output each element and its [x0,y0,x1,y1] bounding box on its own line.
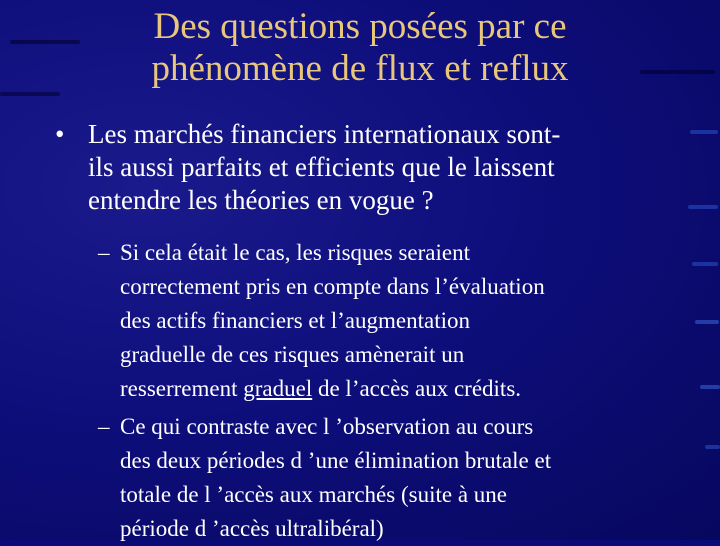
sub-bullet-marker: – [98,240,110,265]
sub-bullet-2 [98,410,658,546]
decorative-streak [705,445,720,449]
decorative-streak [692,262,718,266]
decorative-streak [700,385,720,389]
sub-bullet-1-line-4: graduelle de ces risques amènerait un [120,342,465,367]
sub-bullet-2-line-3: totale de l ’accès aux marchés (suite à une [120,482,507,507]
main-bullet-line-1: Les marchés financiers internationaux sont- [88,119,561,149]
underlined-word: graduel [243,376,313,401]
sub-bullet-1-line-2: correctement pris en compte dans l’évaluation [120,274,545,299]
main-bullet-line-2: ils aussi parfaits et efficients que le laissent [88,152,555,182]
line-5-before: resserrement [120,376,244,401]
decorative-streak [688,205,718,209]
sub-bullet-2-text [98,410,658,546]
sub-bullet-2-line-1: Ce qui contraste avec l ’observation au cours [120,414,534,439]
bullet-marker: • [55,119,65,149]
decorative-streak [0,92,60,96]
decorative-streak [695,320,719,324]
sub-bullet-1-line-1: Si cela était le cas, les risques seraient [120,240,470,265]
main-bullet-text [55,118,655,217]
sub-bullet-1-line-3: des actifs financiers et l’augmentation [120,308,470,333]
sub-bullet-marker: – [98,414,110,439]
decorative-streak [690,130,718,134]
slide-title [0,6,720,90]
title-line-2: phénomène de flux et reflux [151,48,569,89]
sub-bullet-2-line-4: période d ’accès ultralibéral) [120,516,384,541]
main-bullet-line-3: entendre les théories en vogue ? [88,185,434,215]
sub-bullet-1 [98,236,658,406]
sub-bullet-1-line-5 [120,372,658,406]
sub-bullet-2-line-2: des deux périodes d ’une élimination brutale et [120,448,552,473]
line-5-after: de l’accès aux crédits. [312,376,522,401]
main-bullet [55,118,655,217]
sub-bullet-1-text [98,236,658,406]
title-line-1: Des questions posées par ce [153,6,567,47]
